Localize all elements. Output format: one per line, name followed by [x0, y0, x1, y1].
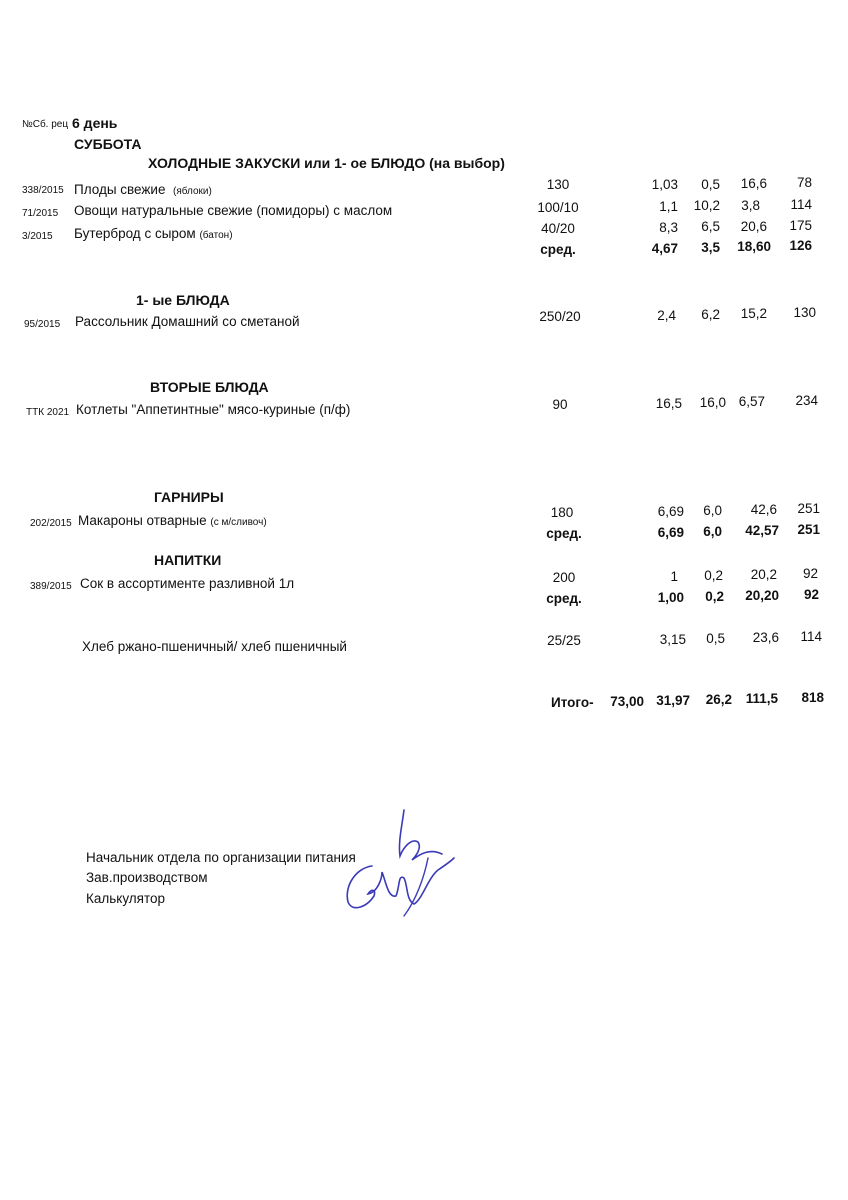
day-label: 6 день	[72, 115, 118, 131]
bread-weight: 25/25	[547, 633, 581, 648]
dish-kcal: 251	[797, 501, 820, 516]
dish-weight: 250/20	[539, 309, 581, 324]
dish-fat: 10,2	[693, 198, 720, 213]
avg-fat: 3,5	[701, 240, 720, 255]
dish-name	[74, 227, 233, 241]
avg-kcal: 126	[789, 238, 812, 253]
bread-carbs: 23,6	[752, 630, 779, 645]
dish-fat: 16,0	[699, 395, 726, 410]
dish-note: (яблоки)	[173, 186, 212, 197]
recipe-code: 389/2015	[30, 581, 72, 592]
dish-kcal: 175	[789, 218, 812, 233]
total-label: Итого-	[551, 695, 594, 710]
dish-carbs: 20,6	[740, 219, 767, 234]
bread-protein: 3,15	[659, 632, 686, 647]
signatory-production: Зав.производством	[86, 870, 208, 885]
avg-fat: 6,0	[703, 524, 722, 539]
bread-kcal: 114	[800, 629, 822, 644]
dish-name: Котлеты "Аппетинтные" мясо-куриные (п/ф)	[76, 402, 351, 417]
signatory-head: Начальник отдела по организации питания	[86, 850, 356, 865]
dish-kcal: 114	[790, 197, 812, 212]
dish-protein: 1,03	[651, 177, 678, 192]
avg-carbs: 42,57	[745, 523, 779, 538]
avg-protein: 1,00	[657, 590, 684, 605]
section-title-drinks: НАПИТКИ	[154, 552, 222, 568]
dish-carbs: 3,8	[741, 198, 760, 213]
dish-carbs: 20,2	[750, 567, 777, 582]
section-title-cold: ХОЛОДНЫЕ ЗАКУСКИ или 1- ое БЛЮДО (на выбор)	[148, 155, 505, 171]
dish-kcal: 234	[795, 393, 818, 408]
avg-label: сред.	[546, 526, 582, 541]
avg-label: сред.	[546, 591, 582, 606]
recipe-code: 71/2015	[22, 208, 59, 219]
recipe-code: 338/2015	[22, 185, 64, 196]
section-title-second: ВТОРЫЕ БЛЮДА	[150, 379, 269, 395]
total-fat: 26,2	[705, 692, 732, 707]
dish-fat: 6,5	[701, 219, 720, 234]
dish-fat: 6,0	[703, 503, 722, 518]
dish-name: Сок в ассортименте разливной 1л	[80, 576, 295, 591]
signature	[338, 808, 458, 920]
section-title-garnish: ГАРНИРЫ	[154, 489, 224, 505]
dish-name	[74, 183, 212, 197]
dish-protein: 6,69	[657, 504, 684, 519]
weekday-label: СУББОТА	[74, 136, 142, 152]
dish-carbs: 42,6	[750, 502, 777, 517]
total-protein: 31,97	[656, 693, 690, 708]
avg-protein: 6,69	[657, 525, 684, 540]
dish-weight: 90	[552, 397, 568, 412]
dish-name-text: Макароны отварные	[78, 513, 207, 528]
dish-weight: 130	[546, 177, 570, 192]
dish-weight: 100/10	[537, 200, 579, 215]
total-carbs: 111,5	[745, 691, 778, 706]
dish-weight: 180	[550, 505, 574, 520]
avg-kcal: 92	[803, 587, 819, 602]
dish-kcal: 92	[802, 566, 818, 581]
dish-carbs: 16,6	[740, 176, 767, 191]
recipe-code: 95/2015	[24, 319, 61, 330]
dish-fat: 0,2	[704, 568, 723, 583]
dish-name: Овощи натуральные свежие (помидоры) с маслом	[74, 203, 393, 218]
dish-fat: 0,5	[701, 177, 720, 192]
dish-note: (батон)	[199, 230, 233, 241]
dish-kcal: 130	[793, 305, 816, 320]
dish-name: Рассольник Домашний со сметаной	[75, 314, 300, 329]
section-title-first: 1- ые БЛЮДА	[136, 292, 230, 308]
dish-kcal: 78	[796, 175, 812, 190]
bread-fat: 0,5	[706, 631, 725, 646]
recipe-code: 202/2015	[30, 518, 72, 529]
avg-carbs: 18,60	[737, 239, 771, 254]
dish-name-text: Бутерброд с сыром	[74, 226, 196, 241]
bread-name: Хлеб ржано-пшеничный/ хлеб пшеничный	[82, 639, 347, 654]
dish-protein: 16,5	[655, 396, 682, 411]
dish-protein: 8,3	[659, 220, 678, 235]
dish-name	[78, 514, 267, 528]
dish-weight: 40/20	[541, 221, 575, 236]
dish-name-text: Плоды свежие	[74, 182, 166, 197]
dish-weight: 200	[552, 570, 576, 585]
dish-protein: 1	[670, 569, 678, 584]
avg-protein: 4,67	[651, 241, 678, 256]
recipe-code: ТТК 2021	[26, 407, 70, 418]
recipe-number-label: №Сб. рец	[22, 119, 69, 130]
total-kcal: 818	[801, 690, 824, 705]
recipe-code: 3/2015	[22, 231, 53, 242]
avg-fat: 0,2	[705, 589, 724, 604]
avg-label: сред.	[540, 242, 576, 257]
dish-protein: 1,1	[659, 199, 678, 214]
avg-kcal: 251	[797, 522, 820, 537]
dish-note: (с м/сливоч)	[210, 517, 267, 528]
total-price: 73,00	[610, 694, 644, 709]
signatory-calculator: Калькулятор	[86, 891, 166, 906]
avg-carbs: 20,20	[745, 588, 779, 603]
dish-protein: 2,4	[657, 308, 676, 323]
dish-carbs: 15,2	[740, 306, 767, 321]
dish-carbs: 6,57	[738, 394, 765, 409]
dish-fat: 6,2	[701, 307, 720, 322]
